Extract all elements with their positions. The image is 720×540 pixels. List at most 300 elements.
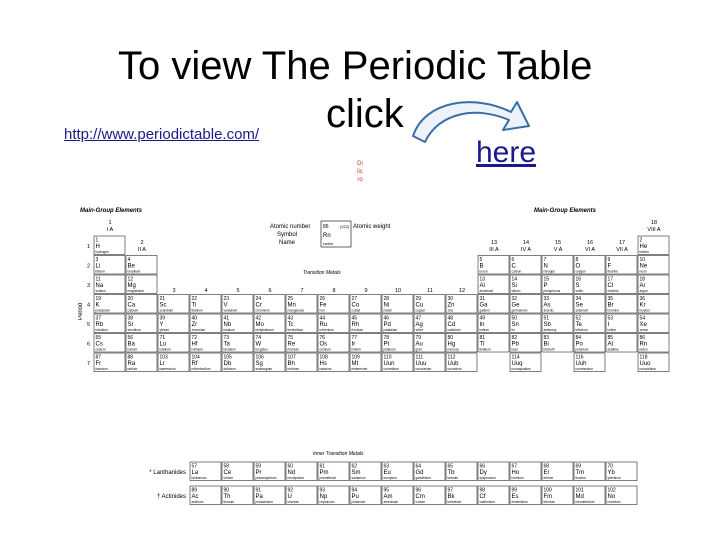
element-symbol: Pt [383,341,390,348]
element-number: 7 [543,257,547,263]
element-number: 67 [511,463,518,470]
element-symbol: O [575,263,581,270]
element-name: helium [639,250,649,254]
element-symbol: Ni [383,302,390,309]
element-name: xenon [639,328,649,332]
element-name: chlorine [607,289,619,293]
element-symbol: Co [351,302,360,309]
element-symbol: As [543,302,551,309]
element-number: 103 [159,354,168,361]
element-number: 43 [287,315,294,322]
element-number: 51 [543,315,550,322]
element-number: 15 [543,276,550,283]
element-number: 95 [383,487,390,494]
element-symbol: Cs [95,341,103,348]
element-symbol: Sc [159,302,167,309]
element-name: americium [383,500,399,504]
group-number: 13 [490,240,498,246]
element-number: 80 [447,335,454,341]
element-number: 118 [639,354,648,361]
element-name: dubnium [223,367,236,371]
element-number: 62 [351,463,358,470]
element-number: 48 [447,315,454,322]
group-number: 7 [300,288,304,294]
element-name: scandium [159,308,174,313]
element-name: mendelevium [575,500,595,504]
element-name: meitnerium [351,367,368,371]
element-symbol: Ir [351,341,356,348]
element-name: berkelium [447,500,462,504]
key-name-label: Name [279,240,296,246]
element-number: 114 [511,354,520,361]
group-number: 10 [394,288,402,294]
element-symbol: Se [575,302,583,309]
element-name: lithium [95,269,105,274]
element-symbol: Pb [511,341,519,348]
element-symbol: Uuq [511,361,523,367]
element-symbol: Zn [447,302,455,309]
element-number: 105 [223,354,232,361]
element-name: ununnilium [383,367,399,371]
element-number: 29 [415,296,422,302]
element-symbol: Es [511,494,519,500]
element-name: rhenium [287,347,300,352]
key-symbol-label: Symbol [277,232,298,238]
element-symbol: S [575,283,580,289]
element-number: 110 [383,354,392,361]
element-symbol: Ag [415,322,423,328]
element-name: magnesium [127,289,144,293]
element-number: 37 [95,315,102,322]
element-symbol: La [191,470,199,476]
key-example-symbol: Rn [323,233,331,239]
element-number: 57 [191,463,198,470]
element-number: 45 [351,315,358,322]
main-group-label-left: Main-Group Elements [80,208,143,214]
element-number: 83 [543,335,550,341]
element-symbol: Bk [447,494,455,500]
element-number: 75 [287,335,294,341]
element-symbol: Dy [479,470,487,476]
element-symbol: Si [511,283,517,289]
element-number: 4 [127,257,131,263]
here-link[interactable]: here [476,136,537,169]
element-name: dysprosium [479,476,496,480]
element-number: 78 [383,335,390,341]
element-name: hassium [319,367,332,371]
element-name: rubidium [95,328,108,332]
element-number: 40 [191,315,198,322]
element-symbol: Cf [479,494,486,500]
element-name: lutetium [159,347,171,352]
element-name: europium [383,476,397,480]
element-number: 65 [447,463,454,470]
element-symbol: Bh [287,361,295,367]
element-symbol: Ge [511,302,520,309]
element-number: 10 [639,257,646,263]
element-number: 111 [415,354,424,361]
element-number: 97 [447,487,454,494]
element-symbol: Cu [415,302,424,309]
element-number: 63 [383,463,390,470]
element-number: 86 [639,335,646,341]
element-number: 96 [415,487,422,494]
element-number: 81 [479,335,486,341]
group-number: 6 [268,288,272,294]
element-name: argon [639,289,648,293]
url-link[interactable]: http://www.periodictable.com/ [64,126,260,143]
element-symbol: Np [319,494,328,500]
element-name: thallium [479,347,491,352]
element-symbol: Sb [543,322,551,328]
element-name: cadmium [447,328,461,332]
period-number: 1 [87,244,91,250]
element-symbol: Sn [511,322,519,328]
element-name: ununquadium [511,367,531,371]
group-subtitle: VIII A [647,227,661,233]
element-number: 87 [95,354,102,361]
element-symbol: Cl [607,283,614,289]
key-example-weight: (222) [340,224,350,229]
element-number: 14 [511,276,518,283]
element-symbol: Sg [255,361,263,367]
element-name: phosphorus [543,289,561,293]
element-symbol: Tl [479,341,485,348]
element-number: 46 [383,315,390,322]
element-symbol: Ho [511,470,520,476]
element-number: 52 [575,315,582,322]
element-symbol: Po [575,341,583,348]
element-number: 39 [159,315,166,322]
element-symbol: Mg [127,283,136,289]
element-name: terbium [447,476,459,480]
element-number: 23 [223,296,230,302]
element-number: 70 [607,463,614,470]
element-name: gold [415,347,422,352]
group-subtitle: IV A [520,247,532,253]
element-symbol: No [607,494,616,500]
element-symbol: Ca [127,302,136,309]
element-number: 60 [287,463,294,470]
element-name: fluorine [607,269,618,274]
element-number: 21 [159,296,166,302]
element-name: barium [127,347,138,352]
element-name: ytterbium [607,476,621,480]
period-number: 5 [87,322,91,328]
element-name: beryllium [127,269,141,274]
element-name: calcium [127,308,139,313]
element-number: 13 [479,276,486,283]
element-name: lead [511,347,518,352]
element-symbol: In [479,322,485,328]
element-symbol: He [639,244,648,250]
element-number: 116 [575,354,584,361]
actinides-label: † Actinides [156,494,186,500]
group-number: 12 [458,288,466,294]
element-name: francium [95,367,108,371]
element-symbol: Md [575,494,584,500]
group-number: 14 [522,240,530,246]
element-symbol: Zr [191,322,198,328]
element-name: zinc [447,308,454,313]
element-number: 79 [415,335,422,341]
element-symbol: Uuo [639,361,651,367]
element-number: 20 [127,296,134,302]
element-name: sodium [95,289,106,293]
element-name: iron [319,308,325,313]
element-name: iridium [351,347,361,352]
element-symbol: C [511,263,516,270]
element-number: 16 [575,276,582,283]
group-number: 17 [618,240,626,246]
element-name: ruthenium [319,328,334,332]
element-name: sulfur [575,289,584,293]
element-symbol: Ru [319,322,328,328]
element-number: 109 [351,354,360,361]
element-number: 90 [223,487,230,494]
element-symbol: Au [415,341,423,348]
element-symbol: Uun [383,361,395,367]
element-symbol: Uuh [575,361,587,367]
key-example-name: radon [323,241,334,246]
group-subtitle: III A [489,247,499,253]
element-symbol: Tc [287,322,294,328]
element-number: 3 [95,257,99,263]
element-number: 5 [479,257,483,263]
element-symbol: Hf [191,341,198,348]
element-symbol: Eu [383,470,391,476]
element-number: 91 [255,487,262,494]
slide-title: To view The Periodic Table [118,44,593,88]
element-number: 22 [191,296,198,302]
element-number: 66 [479,463,486,470]
element-symbol: Pm [319,470,329,476]
group-number: 16 [586,240,594,246]
group-subtitle: V A [553,247,563,253]
element-name: unununium [415,367,432,371]
element-number: 12 [127,276,134,283]
element-name: osmium [319,347,331,352]
element-symbol: Hs [319,361,327,367]
group-number: 2 [140,240,144,246]
element-number: 11 [95,276,101,283]
key-example-number: 86 [323,224,329,230]
element-number: 101 [575,487,584,494]
element-symbol: Mo [255,322,264,328]
element-name: tantalum [223,347,236,352]
element-symbol: K [95,302,100,309]
element-number: 58 [223,463,230,470]
element-name: einsteinium [511,500,528,504]
element-name: neon [639,269,647,274]
element-symbol: Rf [191,361,198,367]
element-name: protactinium [255,500,273,504]
element-name: rhodium [351,328,364,332]
element-name: bohrium [287,367,300,371]
element-name: molybdenum [255,328,274,332]
element-number: 18 [639,276,646,283]
element-name: titanium [191,308,203,313]
element-number: 34 [575,296,582,302]
group-number: 11 [427,288,433,294]
element-symbol: N [543,263,548,270]
element-number: 6 [511,257,515,263]
element-symbol: Pd [383,322,391,328]
element-name: antimony [543,328,557,332]
element-name: arsenic [543,308,554,313]
element-symbol: Nd [287,470,296,476]
period-label: Period [78,302,84,320]
element-number: 33 [543,296,550,302]
period-number: 6 [87,341,91,348]
group-subtitle: I A [106,227,114,233]
element-name: uranium [287,500,300,504]
group-number: 3 [172,288,176,294]
element-number: 59 [255,463,262,470]
element-symbol: Tb [447,470,455,476]
element-name: fermium [543,500,556,504]
element-number: 107 [287,354,296,361]
element-name: cobalt [351,308,361,313]
element-number: 88 [127,354,134,361]
element-number: 77 [351,335,358,341]
element-name: cesium [95,347,106,352]
element-number: 84 [575,335,582,341]
element-number: 26 [319,296,326,302]
element-symbol: Nb [223,322,232,328]
element-name: ununoctium [639,367,656,371]
element-number: 106 [255,354,264,361]
element-symbol: Y [159,322,164,328]
element-symbol: P [543,283,548,289]
element-symbol: Ba [127,341,135,348]
element-symbol: Db [223,361,232,367]
element-symbol: Gd [415,470,424,476]
period-number: 7 [87,361,91,367]
element-number: 94 [351,487,358,494]
element-symbol: Am [383,494,393,500]
element-name: cerium [223,476,234,480]
element-number: 93 [319,487,326,494]
element-symbol: Tm [575,470,585,476]
element-symbol: U [287,494,292,500]
element-symbol: Rb [95,322,104,328]
element-name: samarium [351,476,366,480]
element-name: hydrogen [95,250,109,254]
element-symbol: Rh [351,322,360,328]
element-number: 30 [447,296,454,302]
element-name: ununhexium [575,367,593,371]
element-name: lawrencium [159,367,176,371]
element-number: 69 [575,463,582,470]
element-symbol: Cm [415,494,425,500]
period-number: 4 [87,302,91,309]
element-name: aluminum [479,289,494,293]
element-number: 56 [127,335,134,341]
element-symbol: Uub [447,361,459,367]
element-symbol: Bi [543,341,549,348]
element-symbol: Br [607,302,614,309]
element-number: 71 [159,335,166,341]
element-symbol: Sm [351,470,361,476]
element-symbol: Pr [255,470,262,476]
element-number: 112 [447,354,456,361]
element-number: 44 [319,315,326,322]
element-symbol: Te [575,322,582,328]
element-number: 27 [351,296,358,302]
element-name: nobelium [607,500,621,504]
element-symbol: V [223,302,228,309]
element-name: technetium [287,328,304,332]
element-symbol: I [607,322,610,328]
inner-transition-label: Inner Transition Metals [313,451,364,457]
element-name: mercury [447,347,460,352]
element-number: 68 [543,463,550,470]
element-symbol: Fe [319,302,327,309]
element-number: 82 [511,335,518,341]
element-name: germanium [511,308,528,313]
element-symbol: Ta [223,341,230,348]
element-number: 35 [607,296,614,302]
element-name: thorium [223,500,235,504]
element-symbol: Al [479,283,485,289]
element-symbol: Re [287,341,296,348]
element-name: plutonium [351,500,366,504]
element-number: 47 [415,315,422,322]
element-number: 76 [319,335,326,341]
element-number: 9 [607,257,611,263]
element-name: tin [511,328,515,332]
element-symbol: Ra [127,361,136,367]
element-number: 28 [383,296,390,302]
element-symbol: Uuu [415,361,427,367]
element-name: indium [479,328,489,332]
click-label: click [326,92,404,136]
element-name: tungsten [255,347,268,352]
group-number: 18 [650,220,658,226]
element-symbol: Cd [447,322,456,328]
element-number: 19 [95,296,102,302]
group-subtitle: VI A [584,247,596,253]
element-symbol: Xe [639,322,647,328]
element-name: chromium [255,308,270,313]
element-symbol: Pu [351,494,359,500]
element-name: potassium [95,308,111,313]
element-number: 74 [255,335,262,341]
group-number: 15 [554,240,562,246]
period-number: 2 [87,263,91,270]
curved-arrow-icon [405,86,535,146]
element-symbol: Fm [543,494,553,500]
element-number: 8 [575,257,579,263]
element-name: tellurium [575,328,588,332]
element-name: carbon [511,269,522,274]
element-symbol: Kr [639,302,646,309]
element-name: lanthanum [191,476,207,480]
element-symbol: Ar [639,283,646,289]
element-name: neodymium [287,476,304,480]
element-number: 102 [607,487,616,494]
element-name: neptunium [319,500,335,504]
element-number: 108 [319,354,328,361]
element-name: vanadium [223,308,238,313]
element-number: 54 [639,315,646,322]
element-name: silver [415,328,423,332]
element-name: radium [127,367,138,371]
element-name: curium [415,500,426,504]
element-name: zirconium [191,328,206,332]
element-symbol: H [95,244,100,250]
